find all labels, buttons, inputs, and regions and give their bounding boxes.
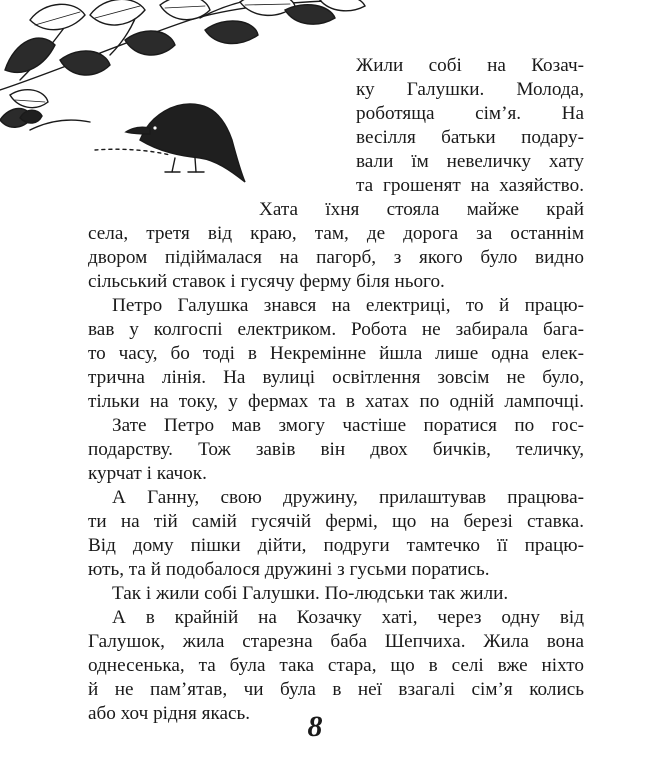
text-line: тільки на току, у фермах та в хатах по одній лампочці. [88, 391, 584, 412]
text-line: вав у колгоспі електриком. Робота не забирала бага- [88, 319, 584, 340]
text-line: то часу, бо тоді в Некремінне йшла лише одна елек- [88, 343, 584, 364]
text-line: Галушок, жила старезна баба Шепчиха. Жила вона [88, 631, 584, 652]
text-line: сільський ставок і гусячу ферму біля нього. [88, 271, 445, 292]
text-line: Жили собі на Козач- [356, 55, 584, 76]
text-line: весілля батьки подару- [356, 127, 584, 148]
text-line: трична лінія. На вулиці освітлення зовсім не було, [88, 367, 584, 388]
text-line: Зате Петро мав змогу частіше поратися по гос- [112, 415, 584, 436]
text-line: й не пам’ятав, чи була в неї взагалі сім’я колись [88, 679, 584, 700]
text-line: Від дому пішки дійти, подруги тамтечко її працю- [88, 535, 584, 556]
text-line: ку Галушки. Молода, [356, 79, 584, 100]
text-line: курчат і качок. [88, 463, 207, 484]
text-line: вали їм невеличку хату [356, 151, 584, 172]
text-line: Петро Галушка знався на електриці, то й працю- [112, 295, 584, 316]
page-number: 8 [307, 710, 323, 743]
text-line: ють, та й подобалося дружині з гусьми поратись. [88, 559, 490, 580]
text-line: роботяща сім’я. На [356, 103, 584, 124]
text-line: або хоч рідня якась. [88, 703, 251, 724]
text-line: ти на тій самій гусячій фермі, що на березі ставка. [88, 511, 584, 532]
text-line: подарству. Тож завів він двох бичків, теличку, [88, 439, 584, 460]
text-line: села, третя від краю, там, де дорога за останнім [88, 223, 584, 244]
text-line: двором підіймалася на пагорб, з якого було видно [88, 247, 584, 268]
text-line: А Ганну, свою дружину, прилаштував працюва- [112, 487, 584, 508]
text-line: А в крайній на Козачку хаті, через одну від [112, 607, 584, 628]
text-line: однесенька, та була така стара, що в селі вже ніхто [88, 655, 584, 676]
text-line: Так і жили собі Галушки. По-людськи так жили. [112, 583, 509, 604]
crow-on-branches-illustration [0, 0, 370, 200]
text-line: Хата їхня стояла майже край [259, 199, 584, 220]
text-line: та грошенят на хазяйство. [356, 175, 584, 196]
